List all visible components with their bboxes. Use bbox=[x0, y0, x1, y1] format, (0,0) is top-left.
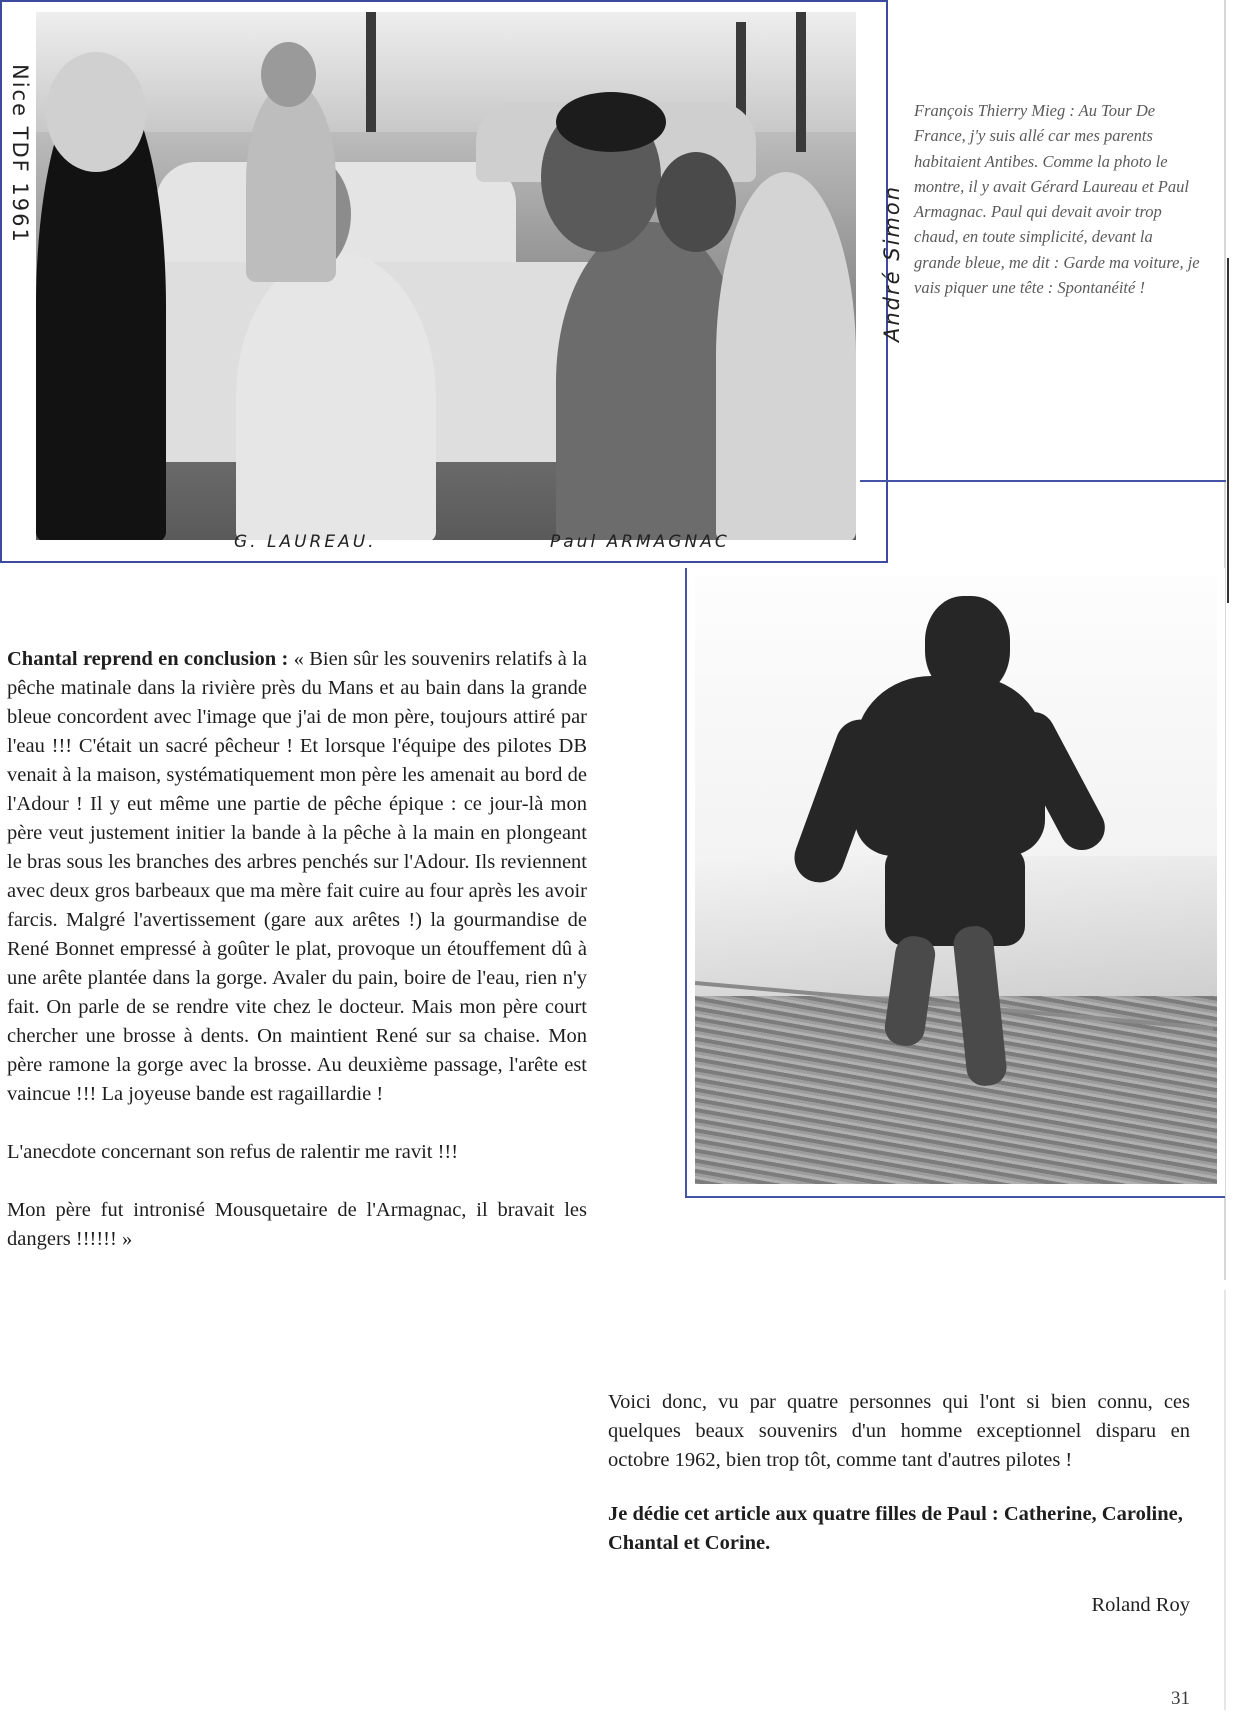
page-edge-rule-lower bbox=[1224, 1290, 1226, 1710]
paragraph-lead: Chantal reprend en conclusion : bbox=[7, 648, 289, 670]
caption-author: François Thierry Mieg bbox=[914, 101, 1066, 120]
page-number: 31 bbox=[1171, 1688, 1190, 1709]
paragraph-anecdote: L'anecdote concernant son refus de ralentir me ravit !!! bbox=[7, 1141, 459, 1163]
article-body bbox=[7, 645, 587, 1283]
photo-label-laureau: G. LAUREAU. bbox=[234, 532, 377, 552]
photo-side-label-left: Nice TDF 1961 bbox=[8, 64, 32, 244]
photo-tour-de-france-nice bbox=[0, 0, 904, 563]
caption-box-rule bbox=[860, 480, 1226, 482]
photo-image bbox=[36, 12, 856, 540]
caption-text: : Au Tour De France, j'y suis allé car mes parents habitaient Antibes. Comme la photo le montre, il y avait Gérard Laureau et Paul Armagnac. Paul qui devait avoir trop chaud, en toute simplicité, devant la grande bleue, me dit : Garde ma voiture, je vais piquer une tête : Spontanéité ! bbox=[914, 101, 1200, 298]
photo-image-beach bbox=[695, 576, 1217, 1184]
paragraph-chantal bbox=[7, 645, 587, 1109]
photo-caption bbox=[914, 98, 1200, 300]
photo-label-armagnac: Paul ARMAGNAC bbox=[550, 532, 730, 552]
closing-paragraph: Voici donc, vu par quatre personnes qui l'ont si bien connu, ces quelques beaux souvenirs d'un homme exceptionnel disparu en octobre 1962, bien trop tôt, comme tant d'autres pilotes ! bbox=[608, 1391, 1190, 1471]
photo-armagnac-beach bbox=[685, 568, 1225, 1198]
photo-side-label-right: André Simon bbox=[880, 184, 904, 342]
paragraph-text: « Bien sûr les souvenirs relatifs à la pêche matinale dans la rivière près du Mans et au bain dans la grande bleue concordent avec l'image que j'ai de mon père, toujours attiré par l'eau !!! C'était un sacré pêcheur ! Et lorsque l'équipe des pilotes DB venait à la maison, systématiquement mon père les amenait au bord de l'Adour ! Il y eut même une partie de pêche épique : ce jour-là mon père veut justement initier la bande à la pêche à la main en plongeant le bras sous les branches des arbres penchés sur l'Adour. Ils reviennent avec deux gros barbeaux que ma mère fait cuire au four après les avoir farcis. Malgré l'avertissement (gare aux arêtes !) la gourmandise de René Bonnet empressé à goûter le plat, provoque un étouffement dû à une arête plantée dans la gorge. Avaler du pain, boire de l'eau, rien n'y fait. On parle de se rendre vite chez le docteur. Mais mon père court chercher une brosse à dents. On maintient René sur sa chaise. Mon père ramone la gorge avec la brosse. Au deuxième passage, l'arête est vaincue !!! La joyeuse bande est ragaillardie ! bbox=[7, 648, 587, 1105]
article-closing bbox=[608, 1388, 1190, 1583]
page-edge-mark bbox=[1227, 258, 1229, 603]
author-signature: Roland Roy bbox=[1091, 1594, 1190, 1616]
dedication: Je dédie cet article aux quatre filles de Paul : Catherine, Caroline, Chantal et Corine. bbox=[608, 1503, 1183, 1554]
paragraph-mousquetaire: Mon père fut intronisé Mousquetaire de l'Armagnac, il bravait les dangers !!!!!! » bbox=[7, 1199, 587, 1250]
